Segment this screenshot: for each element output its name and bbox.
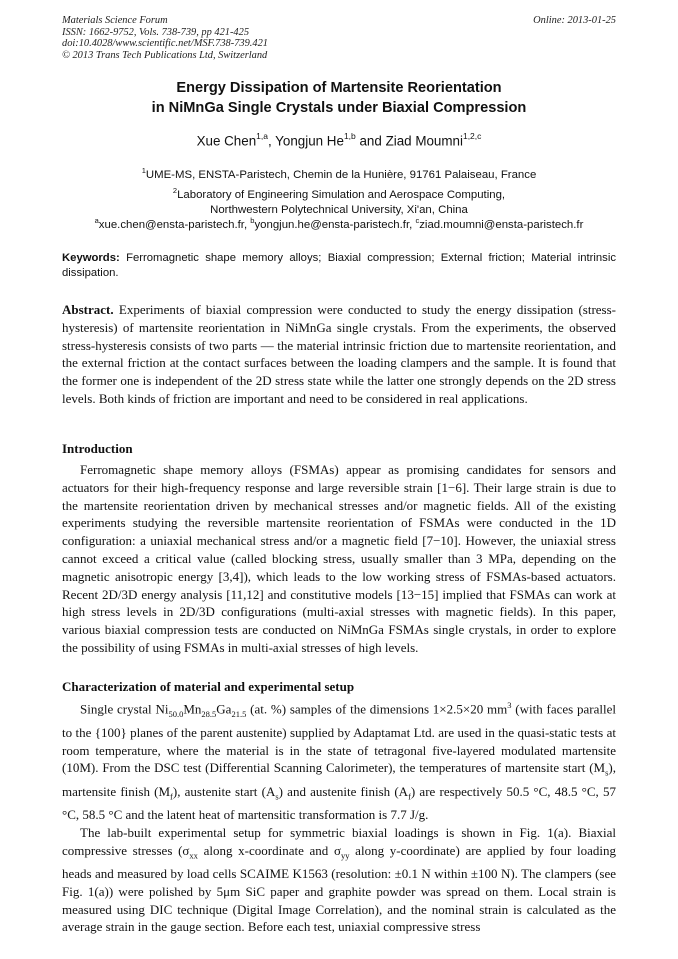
author-name: Yongjun He (275, 133, 344, 149)
author-affil-mark: 1,a (256, 131, 268, 141)
characterization-paragraph-1 (62, 697, 616, 824)
doi-line: doi:10.4028/www.scientific.net/MSF.738-739.421 (62, 38, 268, 50)
characterization-section (62, 697, 616, 936)
journal-header (62, 15, 268, 61)
superscript: 3 (507, 700, 512, 710)
affil-mark: 2 (172, 186, 178, 195)
subscript: s (275, 791, 279, 802)
text-run: ) and austenite finish (A (278, 783, 409, 799)
keywords (62, 251, 616, 280)
online-date: Online: 2013-01-25 (533, 15, 616, 26)
text-run: ) are respectively 50.5 °C, 48.5 °C, 57 °C, 58.5 °C and the latent heat of martensitic transformation is 7.7 J/g. (62, 783, 616, 823)
keywords-label: Keywords: (62, 252, 120, 264)
affiliation-2 (0, 183, 678, 203)
email-link[interactable]: xue.chen@ensta-paristech.fr, (98, 218, 248, 231)
email-mark: c (415, 216, 420, 225)
subscript: 50.0 (168, 708, 184, 719)
affiliation-1 (0, 163, 678, 183)
section-heading-introduction: Introduction (62, 441, 133, 456)
text-run: Single crystal Ni (80, 701, 169, 717)
journal-name: Materials Science Forum (62, 15, 168, 26)
subscript: f (170, 791, 173, 802)
email-mark: b (250, 216, 255, 225)
email-link[interactable]: yongjun.he@ensta-paristech.fr, (254, 218, 413, 231)
text-run: Mn (183, 701, 202, 717)
keywords-text: Ferromagnetic shape memory alloys; Biaxial compression; External friction; Material intrinsic dissipation. (62, 252, 616, 279)
subscript: xx (189, 850, 198, 861)
author-name: Xue Chen (196, 133, 257, 149)
introduction-paragraph: Ferromagnetic shape memory alloys (FSMAs) appear as promising candidates for sensors and actuators for their high-frequency response and large reversible strain [1−6]. Their large strain is due to the martensite reorientation driven by mechanical stresses and/or magnetic fields. All of the existing experiments studying the reversible martensite reorientation of FSMAs were conducted in the 1D configuration: a uniaxial mechanical stress and/or a magnetic field [7−10]. However, the uniaxial stress cannot exceed a critical value (called blocking stress, usually smaller than 3 MPa, depending on the magnetic anisotropic energy [3,4]), which leads to the low working stress of FSMAs-based actuators. Recent 2D/3D energy analysis [11,12] and constitutive models [13−15] implied that FSMAs can work at high stress levels in 2D/3D configurations (multi-axial stresses with magnetic fields). In this paper, various biaxial compression tests are conducted on NiMnGa FSMAs single crystals, in order to explore the possibility of using FSMAs in multi-axial stresses of high levels. (62, 462, 616, 655)
author-affil-mark: 1,2,c (462, 131, 482, 141)
title-line-1: Energy Dissipation of Martensite Reorientation (176, 80, 502, 96)
text-run: (with faces parallel to the {100} planes of the parent austenite) supplied by Adaptamat Ltd. are used in the quasi-static tests at room temperature, where the material is in the state of tetragonal five-layered modulated martensite (10M). From the DSC test (Differential Scanning Calorimeter), the temperatures of martensite start (M (62, 701, 616, 776)
email-list (0, 214, 678, 232)
subscript: yy (341, 850, 350, 861)
subscript: s (605, 767, 609, 778)
subscript: 28.5 (201, 708, 217, 719)
section-heading-characterization: Characterization of material and experimental setup (62, 679, 355, 694)
text-run: ), martensite finish (M (62, 760, 616, 799)
abstract-label: Abstract. (62, 302, 114, 317)
text-run: The lab-built experimental setup for symmetric biaxial loadings is shown in Fig. 1(a). Biaxial compressive stresses (σ (62, 824, 616, 858)
subscript: 21.5 (231, 708, 247, 719)
text-run: (at. %) samples of the dimensions 1×2.5×20 mm (246, 701, 508, 717)
abstract (62, 301, 616, 408)
affiliation-text: Laboratory of Engineering Simulation and Aerospace Computing, (177, 188, 506, 201)
text-run: ), austenite start (A (172, 783, 276, 799)
text-run: along y-coordinate) are applied by four loading heads and measured by load cells SCAIME K1563 (resolution: ±0.1 N within ±100 N). The clampers (see Fig. 1(a)) were polished by 5μm SiC paper and graphite powder was spread on them. Local strain is measured using DIC technique (Digital Image Correlation), and the nominal strain is calculated as the average strain in the gauge section. Before each test, uniaxial compressive stress (62, 842, 616, 935)
email-mark: a (94, 216, 99, 225)
text-run: Ga (216, 701, 232, 717)
author-affil-mark: 1,b (343, 131, 356, 141)
copyright-line: © 2013 Trans Tech Publications Ltd, Switzerland (62, 49, 268, 61)
title-line-2: in NiMnGa Single Crystals under Biaxial Compression (151, 99, 527, 116)
abstract-text: Experiments of biaxial compression were conducted to study the energy dissipation (stress-hysteresis) of martensite reorientation in NiMnGa single crystals. From the experiments, the observed stress-hysteresis consists of two parts — the material intrinsic friction due to martensite reorientation, and the external friction at the contact surfaces between the loading clampers and the sample. It is found that the former one is independent of the 2D stress state while the latter one strongly depends on the 2D stress levels. Both kinds of friction are important and need to be considered in real applications. (62, 302, 616, 406)
issn-line: ISSN: 1662-9752, Vols. 738-739, pp 421-425 (62, 26, 250, 38)
email-link[interactable]: ziad.moumni@ensta-paristech.fr (419, 218, 584, 231)
text-run: along x-coordinate and σ (197, 842, 341, 858)
characterization-paragraph-2 (62, 824, 616, 936)
author-name: Ziad Moumni (385, 133, 463, 149)
subscript: f (408, 791, 411, 802)
affiliation-2-line-2: Northwestern Polytechnical University, Xi'an, China (210, 204, 468, 216)
author-list: Xue Chen$^{1,a}$, Yongjun He$^{1,b}$ and Ziad Moumni$^{1,2,c}$ (196, 131, 482, 149)
affiliations (0, 163, 678, 218)
affiliation-text: UME-MS, ENSTA-Paristech, Chemin de la Hunière, 91761 Palaiseau, France (145, 168, 537, 181)
affil-mark: 1 (141, 166, 146, 175)
paper-title (0, 79, 678, 119)
